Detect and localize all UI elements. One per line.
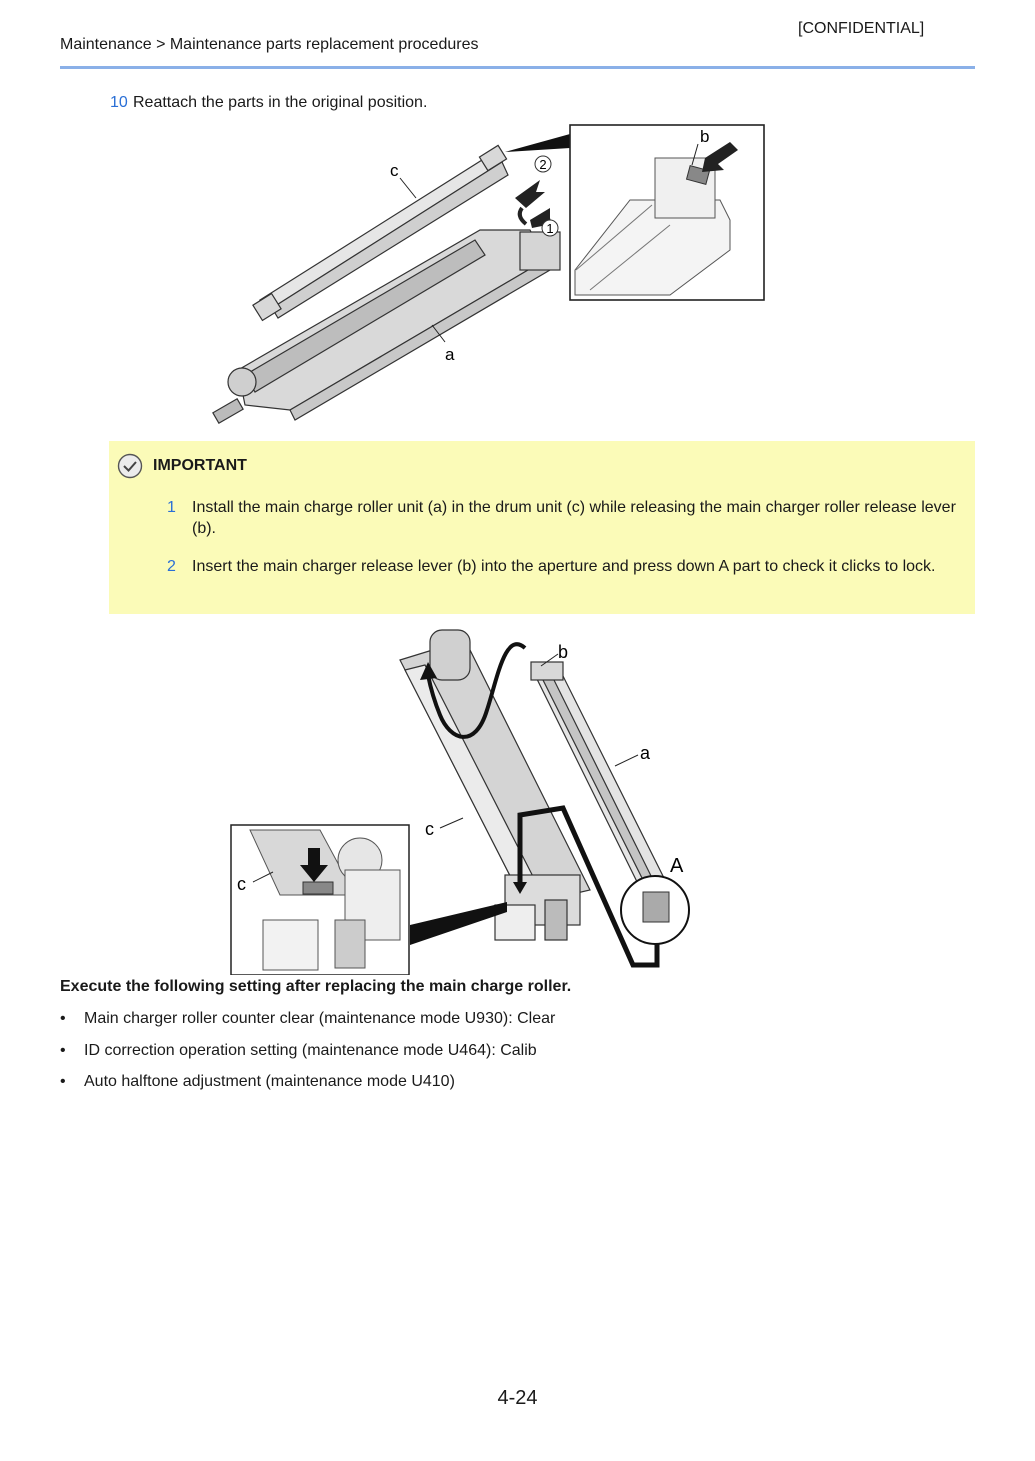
label-c: c	[390, 161, 399, 180]
step-marker-2-label: 2	[539, 157, 547, 172]
list-item-text: Auto halftone adjustment (maintenance mode U410)	[84, 1073, 455, 1090]
callout-wedge	[505, 134, 570, 152]
list-item-text: ID correction operation setting (maintenance mode U464): Calib	[84, 1041, 537, 1059]
leader-a	[615, 755, 638, 766]
important-item-text: Insert the main charger release lever (b) into the aperture and press down A part to check it clicks to lock.	[192, 558, 936, 575]
list-item-text: Main charger roller counter clear (maintenance mode U930): Clear	[84, 1010, 556, 1027]
important-notice	[109, 441, 975, 614]
step-number: 10	[110, 94, 128, 111]
list-item: • ID correction operation setting (maintenance mode U464): Calib	[60, 1042, 555, 1074]
lever-detail	[643, 892, 669, 922]
important-item-number: 1	[167, 499, 176, 516]
post-replacement-title: Execute the following setting after replacing the main charge roller.	[60, 978, 572, 995]
important-item-2	[167, 556, 967, 577]
page-number: 4-24	[497, 1387, 538, 1409]
inset-lever-b	[570, 125, 764, 300]
step-text: Reattach the parts in the original position.	[133, 94, 428, 111]
leader-c	[400, 178, 416, 198]
main-charge-roller-unit-a-illustration	[213, 230, 560, 423]
label-b: b	[700, 127, 710, 146]
step-10	[110, 94, 427, 112]
breadcrumb: Maintenance > Maintenance parts replacement procedures	[60, 36, 479, 53]
confidential-label: [CONFIDENTIAL]	[798, 20, 925, 37]
check-circle-icon	[117, 453, 143, 479]
important-item-number: 2	[167, 558, 176, 575]
list-item: • Auto halftone adjustment (maintenance mode U410)	[60, 1073, 555, 1105]
figure-reattach-parts	[200, 120, 780, 435]
step-marker-1-label: 1	[546, 221, 554, 236]
inset-lock-detail	[231, 825, 409, 975]
figure-install-roller-unit	[225, 620, 705, 975]
leader-c	[440, 818, 463, 828]
label-b: b	[558, 642, 569, 662]
header-divider	[60, 66, 975, 69]
label-c: c	[425, 819, 434, 839]
label-A: A	[670, 855, 684, 877]
important-item-1	[167, 497, 967, 539]
important-item-text: Install the main charge roller unit (a) in the drum unit (c) while releasing the main charger roller release lever (b).	[192, 499, 956, 537]
list-item: • Main charger roller counter clear (maintenance mode U930): Clear	[60, 1010, 555, 1042]
label-a: a	[640, 743, 651, 763]
post-replacement-list	[60, 1010, 555, 1105]
label-c-inset: c	[237, 874, 246, 894]
important-title: IMPORTANT	[153, 457, 247, 474]
callout-wedge	[410, 902, 507, 945]
important-header	[117, 453, 247, 479]
label-a: a	[445, 345, 455, 364]
